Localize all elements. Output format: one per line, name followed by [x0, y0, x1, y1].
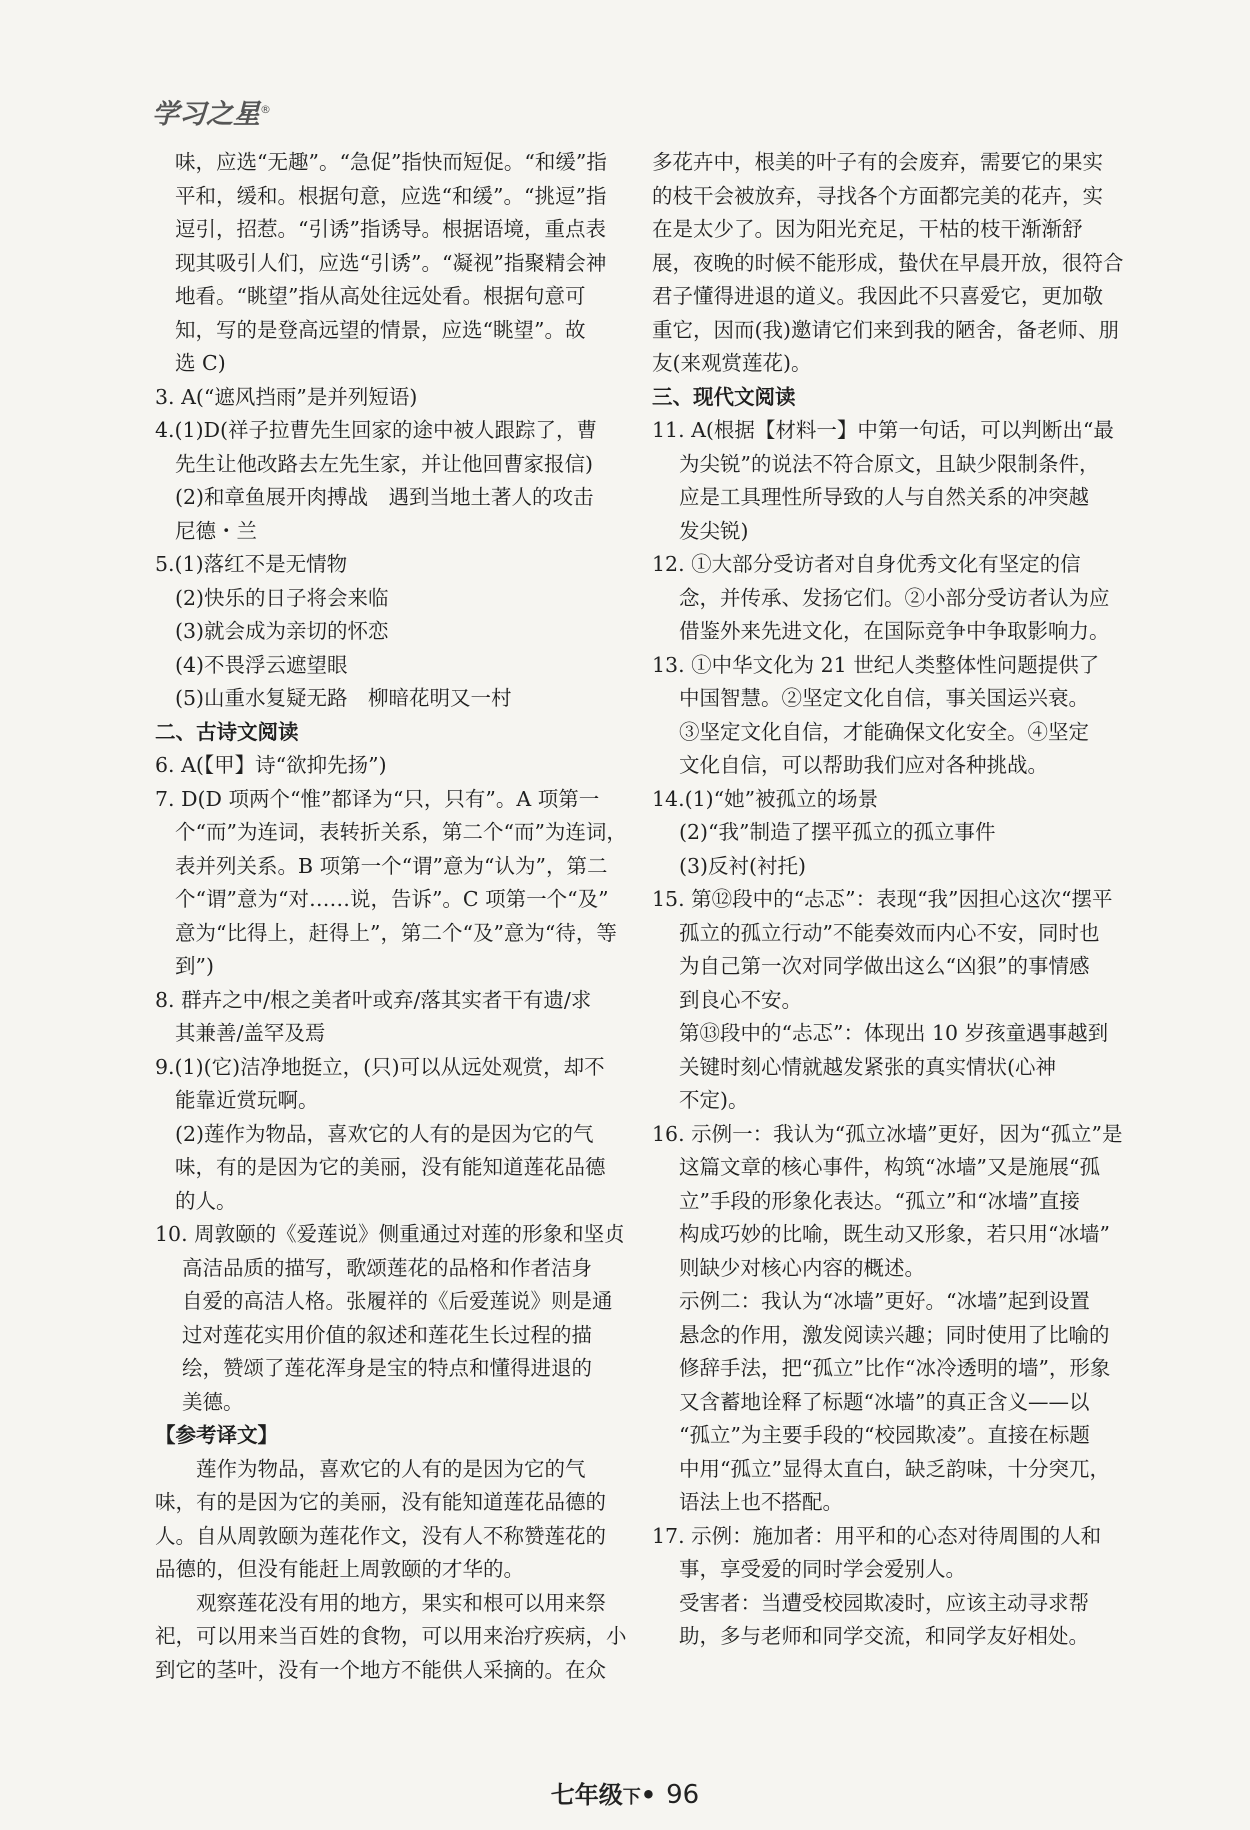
text-line: 示例二：我认为“冰墙”更好。“冰墙”起到设置: [679, 1289, 1090, 1313]
text-line: 8. 群卉之中/根之美者叶或弃/落其实者干有遗/求: [155, 987, 592, 1012]
text-line: 在是太少了。因为阳光充足，干枯的枝干渐渐舒: [652, 217, 1083, 241]
text-line: (2)莲作为物品，喜欢它的人有的是因为它的气: [175, 1121, 594, 1146]
text-line: 品德的，但没有能赶上周敦颐的才华的。: [155, 1557, 524, 1581]
text-line: (2)和章鱼展开肉搏战 遇到当地土著人的攻击: [175, 485, 594, 509]
section-heading: 二、古诗文阅读: [155, 719, 299, 744]
text-line: 美德。: [182, 1389, 244, 1414]
text-line: 高洁品质的描写，歌颂莲花的品格和作者洁身: [182, 1255, 592, 1280]
page-number: 96: [666, 1780, 700, 1810]
text-line: 13. ①中华文化为 21 世纪人类整体性问题提供了: [652, 652, 1100, 677]
brand-logo: [152, 92, 271, 131]
text-line: 语法上也不搭配。: [679, 1490, 843, 1514]
text-line: 7. D(D 项两个“惟”都译为“只，只有”。A 项第一: [155, 786, 600, 811]
text-line: (2)快乐的日子将会来临: [175, 585, 389, 610]
text-line: 先生让他改路去左先生家，并让他回曹家报信): [175, 451, 593, 476]
text-line: (3)就会成为亲切的怀恋: [175, 619, 389, 643]
text-line: 为尖锐”的说法不符合原文，且缺少限制条件，: [679, 451, 1100, 476]
text-line: 个“而”为连词，表转折关系，第二个“而”为连词，: [175, 820, 627, 844]
text-line: 的人。: [175, 1188, 237, 1213]
text-line: 的枝干会被放弃，寻找各个方面都完美的花卉，实: [652, 183, 1103, 208]
registered-mark: ®: [260, 103, 271, 116]
text-line: 观察莲花没有用的地方，果实和根可以用来祭: [196, 1590, 606, 1615]
text-line: (2)“我”制造了摆平孤立的孤立事件: [679, 820, 996, 844]
text-line: 过对莲花实用价值的叙述和莲花生长过程的描: [182, 1322, 592, 1347]
left-column: [155, 146, 635, 1687]
text-line: 第⑬段中的“忐忑”：体现出 10 岁孩童遇事越到: [679, 1021, 1109, 1045]
text-line: 到良心不安。: [679, 987, 802, 1012]
text-line: 能靠近赏玩啊。: [175, 1088, 319, 1112]
text-line: 现其吸引人们，应选“引诱”。“凝视”指聚精会神: [175, 250, 607, 275]
text-line: 展，夜晚的时候不能形成，蛰伏在早晨开放，很符合: [652, 250, 1124, 275]
text-line: 4.(1)D(祥子拉曹先生回家的途中被人跟踪了，曹: [155, 418, 598, 442]
right-column: [652, 146, 1132, 1654]
text-line: 味，有的是因为它的美丽，没有能知道莲花品德的: [155, 1490, 606, 1514]
text-line: 构成巧妙的比喻，既生动又形象，若只用“冰墙”: [679, 1222, 1110, 1246]
text-line: 意为“比得上，赶得上”，第二个“及”意为“待，等到”): [175, 920, 617, 978]
text-line: 平和，缓和。根据句意，应选“和缓”。“挑逗”指: [175, 183, 607, 208]
footer-term: 下: [622, 1787, 641, 1808]
text-line: 孤立的孤立行动”不能奏效而内心不安，同时也: [679, 920, 1100, 945]
text-line: 绘，赞颂了莲花浑身是宝的特点和懂得进退的: [182, 1356, 592, 1380]
text-line: 个“谓”意为“对……说，告诉”。C 项第一个“及”: [175, 887, 609, 911]
text-line: 君子懂得进退的道义。我因此不只喜爱它，更加敬: [652, 284, 1103, 308]
text-line: 借鉴外来先进文化，在国际竞争中争取影响力。: [679, 619, 1110, 643]
text-line: 立”手段的形象化表达。“孤立”和“冰墙”直接: [679, 1188, 1080, 1213]
text-line: 悬念的作用，激发阅读兴趣；同时使用了比喻的: [679, 1322, 1110, 1347]
section-heading: 三、现代文阅读: [652, 384, 796, 409]
text-line: 祀，可以用来当百姓的食物，可以用来治疗疾病，小: [155, 1624, 627, 1648]
text-line: 逗引，招惹。“引诱”指诱导。根据语境，重点表: [175, 217, 606, 241]
text-line: (4)不畏浮云遮望眼: [175, 652, 348, 677]
text-line: 味，有的是因为它的美丽，没有能知道莲花品德: [175, 1155, 606, 1179]
text-line: 事，享受爱的同时学会爱别人。: [679, 1557, 966, 1581]
text-line: 6. A(【甲】诗“欲抑先扬”): [155, 753, 387, 777]
text-line: 为自己第一次对同学做出这么“凶狠”的事情感: [679, 954, 1090, 978]
footer-dot: •: [640, 1781, 657, 1809]
text-line: 受害者：当遭受校园欺凌时，应该主动寻求帮: [679, 1590, 1089, 1615]
text-line: 则缺少对核心内容的概述。: [679, 1255, 925, 1280]
text-line: 15. 第⑫段中的“忐忑”：表现“我”因担心这次“摆平: [652, 887, 1113, 911]
text-line: 人。自从周敦颐为莲花作文，没有人不称赞莲花的: [155, 1523, 606, 1548]
text-line: 重它，因而(我)邀请它们来到我的陋舍，备老师、朋: [652, 317, 1119, 342]
brand-title: 学习之星: [152, 99, 260, 130]
text-line: 多花卉中，根美的叶子有的会废弃，需要它的果实: [652, 150, 1103, 174]
text-line: 知，写的是登高远望的情景，应选“眺望”。故: [175, 317, 586, 342]
text-line: 地看。“眺望”指从高处往远处看。根据句意可: [175, 284, 586, 308]
text-line: ③坚定文化自信，才能确保文化安全。④坚定: [679, 719, 1089, 744]
text-line: 其兼善/盖罕及焉: [175, 1021, 326, 1045]
text-line: 友(来观赏莲花)。: [652, 351, 812, 375]
footer-grade: 七年级: [550, 1781, 623, 1809]
text-line: 9.(1)(它)洁净地挺立，(只)可以从远处观赏，却不: [155, 1054, 605, 1079]
text-line: 发尖锐): [679, 518, 749, 543]
text-line: 味，应选“无趣”。“急促”指快而短促。“和缓”指: [175, 150, 607, 174]
text-line: 14.(1)“她”被孤立的场景: [652, 786, 879, 811]
section-heading: 【参考译文】: [155, 1423, 278, 1447]
text-line: 尼德・兰: [175, 518, 257, 543]
text-line: 到它的茎叶，没有一个地方不能供人采摘的。在众: [155, 1657, 606, 1682]
text-line: 又含蓄地诠释了标题“冰墙”的真正含义——以: [679, 1389, 1090, 1414]
text-line: 选 C): [175, 351, 226, 375]
text-line: 助，多与老师和同学交流，和同学友好相处。: [679, 1624, 1089, 1648]
text-line: “孤立”为主要手段的“校园欺凌”。直接在标题: [679, 1423, 1090, 1447]
text-line: 文化自信，可以帮助我们应对各种挑战。: [679, 753, 1048, 777]
text-line: 中用“孤立”显得太直白，缺乏韵味，十分突兀，: [679, 1456, 1110, 1481]
text-line: 表并列关系。B 项第一个“谓”意为“认为”，第二: [175, 853, 608, 878]
text-line: 10. 周敦颐的《爱莲说》侧重通过对莲的形象和坚贞: [155, 1222, 625, 1246]
text-line: 不定)。: [679, 1088, 749, 1112]
text-line: 5.(1)落红不是无情物: [155, 552, 348, 576]
text-line: 修辞手法，把“孤立”比作“冰冷透明的墙”，形象: [679, 1356, 1111, 1380]
text-line: 中国智慧。②坚定文化自信，事关国运兴衰。: [679, 686, 1089, 710]
text-line: 自爱的高洁人格。张履祥的《后爱莲说》则是通: [182, 1289, 613, 1313]
text-line: 3. A(“遮风挡雨”是并列短语): [155, 384, 418, 409]
text-line: 17. 示例：施加者：用平和的心态对待周围的人和: [652, 1523, 1102, 1548]
text-line: 这篇文章的核心事件，构筑“冰墙”又是施展“孤: [679, 1155, 1100, 1179]
text-line: 念，并传承、发扬它们。②小部分受访者认为应: [679, 585, 1110, 610]
text-line: (3)反衬(衬托): [679, 853, 807, 878]
text-line: 12. ①大部分受访者对自身优秀文化有坚定的信: [652, 552, 1081, 576]
page-footer: [0, 1775, 1250, 1810]
text-line: 莲作为物品，喜欢它的人有的是因为它的气: [196, 1456, 586, 1481]
text-line: 16. 示例一：我认为“孤立冰墙”更好，因为“孤立”是: [652, 1121, 1123, 1146]
text-line: 11. A(根据【材料一】中第一句话，可以判断出“最: [652, 418, 1114, 442]
text-line: (5)山重水复疑无路 柳暗花明又一村: [175, 686, 512, 710]
text-line: 应是工具理性所导致的人与自然关系的冲突越: [679, 485, 1089, 509]
text-line: 关键时刻心情就越发紧张的真实情状(心神: [679, 1054, 1056, 1079]
